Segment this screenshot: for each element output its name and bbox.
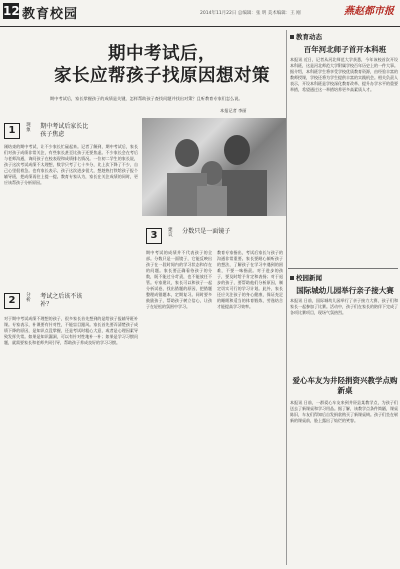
section-title: 教育校园 — [22, 7, 79, 22]
subheading-2 — [4, 293, 90, 312]
subheading-2-tag: 分析 — [26, 293, 31, 303]
headline-line-2: 家长应帮孩子找原因想对策 — [54, 66, 270, 86]
headline-line-1: 期中考试后， — [108, 44, 216, 64]
newspaper-logo: 燕赵都市报 — [344, 6, 394, 17]
page-number: 12 — [3, 4, 20, 18]
article-body-col-3: 期中考试的成绩并不代表孩子的全部。分数只是一面镜子，它能反映出孩子在一段时间内的学习状态和存在的问题。家长要正确看待孩子的分数，既不能过分苛责，也不能放任不管。专家建议，家长可以和孩子一起分析试卷，找出错题的原因，把错题整理成错题本，定期复习。同时要多鼓励孩子，帮助孩子树立信心，让孩子在轻松的氛围中学习。 — [146, 250, 212, 309]
sidebar-box-1-heading: 教育动态 — [290, 32, 322, 41]
sidebar-box-3-title: 爱心车友为井陉捐资兴教学点购新桌 — [292, 376, 398, 395]
subheading-1-tag: 现象 — [26, 123, 31, 133]
column-divider — [286, 30, 287, 565]
dateline: 2014年11月22日 总编辑：张 明 美术编辑：王 刚 — [200, 11, 301, 16]
subheading-2-title: 考试之后该不该补？ — [40, 293, 83, 308]
article-body-col-4: 教育专家指出，考试后家长与孩子的沟通非常重要。家长要耐心倾听孩子的想法，了解孩子在学习中遇到的困难，不要一味指责。对于进步的孩子，要及时给予肯定和表扬；对于退步的孩子，要帮助他们分析原因，制定切实可行的学习计划。此外，家长还应关注孩子的身心健康，保证充足的睡眠和适当的体育锻炼，劳逸结合才能提高学习效率。 — [217, 250, 283, 309]
sidebar-box-2-text: 本报讯 日前，国际城幼儿园举行了亲子接力大赛，孩子们和家长一起参加了比赛。活动中，孩子们在家长的陪伴下完成了各项比赛项目，现场气氛热烈。 — [290, 298, 398, 315]
byline: 本报记者 李丽 — [220, 108, 247, 113]
headline — [42, 43, 282, 87]
subheading-3-title: 分数只是一面镜子 — [182, 228, 231, 235]
article-body-col-1: 刚结束的期中考试，让不少家长忙碌起来。记者了解到，期中考试后，家长们对孩子成绩非常关注，有些家长甚至比孩子还要焦虑。不少家长会在考后与老师沟通，询问孩子在校表现和成绩排名情况。一位初二学生的家长说，孩子这次考试成绩不太理想，数学只考了七十多分，比上次下降了不少，自己心里很着急。也有家长表示，孩子这次进步很大，想趁热打铁给孩子报个辅导班，把成绩再往上提一提。教育专家认为，家长在关注成绩的同时，更应该帮孩子分析原因。 — [4, 144, 138, 185]
subheading-1-number: 1 — [4, 123, 20, 139]
sidebar-box-2-heading: 校园新闻 — [290, 273, 322, 282]
article-deck: 期中考试后，家长掌握孩子的成绩是关键，怎样帮助孩子查找问题并找出对策？且听教育专家们怎么说。 — [50, 96, 243, 101]
sidebar-divider — [288, 268, 398, 269]
article-body-col-2: 对于期中考试成绩不理想的孩子，很多家长首先想到的是给孩子报辅导班补课。专家表示，补课要有针对性，不能盲目跟风。家长首先要弄清楚孩子成绩下降的原因，是知识点没掌握，还是考试时粗心大意，或者是心理因素导致发挥失常。如果是知识漏洞，可以有针对性地补一补；如果是学习习惯问题，就需要家长和老师共同引导，帮助孩子养成良好的学习习惯。 — [4, 316, 138, 345]
sidebar-box-1-title: 百年河北师子首开本科班 — [303, 45, 387, 54]
subheading-3-number: 3 — [146, 228, 162, 244]
article-photo — [142, 118, 286, 216]
subheading-1 — [4, 123, 90, 142]
masthead — [0, 0, 400, 27]
subheading-3-tag: 建议 — [168, 228, 173, 238]
sidebar-box-3-text: 本报讯 日前，一群爱心车友来到井陉县某教学点，为孩子们送去了新课桌和学习用品。据了解，该教学点条件简陋，课桌陈旧，车友们得知后自发捐款购买了新课桌椅。孩子们坐在崭新的课桌前，脸上露出了灿烂的笑容。 — [290, 400, 398, 423]
subheading-3 — [146, 228, 232, 247]
sidebar-box-2-title: 国际城幼儿园举行亲子接大赛 — [296, 286, 394, 295]
subheading-2-number: 2 — [4, 293, 20, 309]
subheading-1-title: 期中考试后家长比孩子焦虑 — [40, 123, 89, 138]
sidebar-box-1-text: 本报讯 近日，记者从河北师范大学获悉，今年该校首次开设本科班，这是河北师范大学附属学校百年历史上的一件大事。据介绍，本科班学生将享受学校优质教育资源，由经验丰富的教师授课，学校还将为学生提供丰富的实践机会。相关负责人表示，开设本科班是学校深化教育改革、提升办学水平的重要举措，希望通过这一举措培养更多高素质人才。 — [290, 57, 398, 92]
